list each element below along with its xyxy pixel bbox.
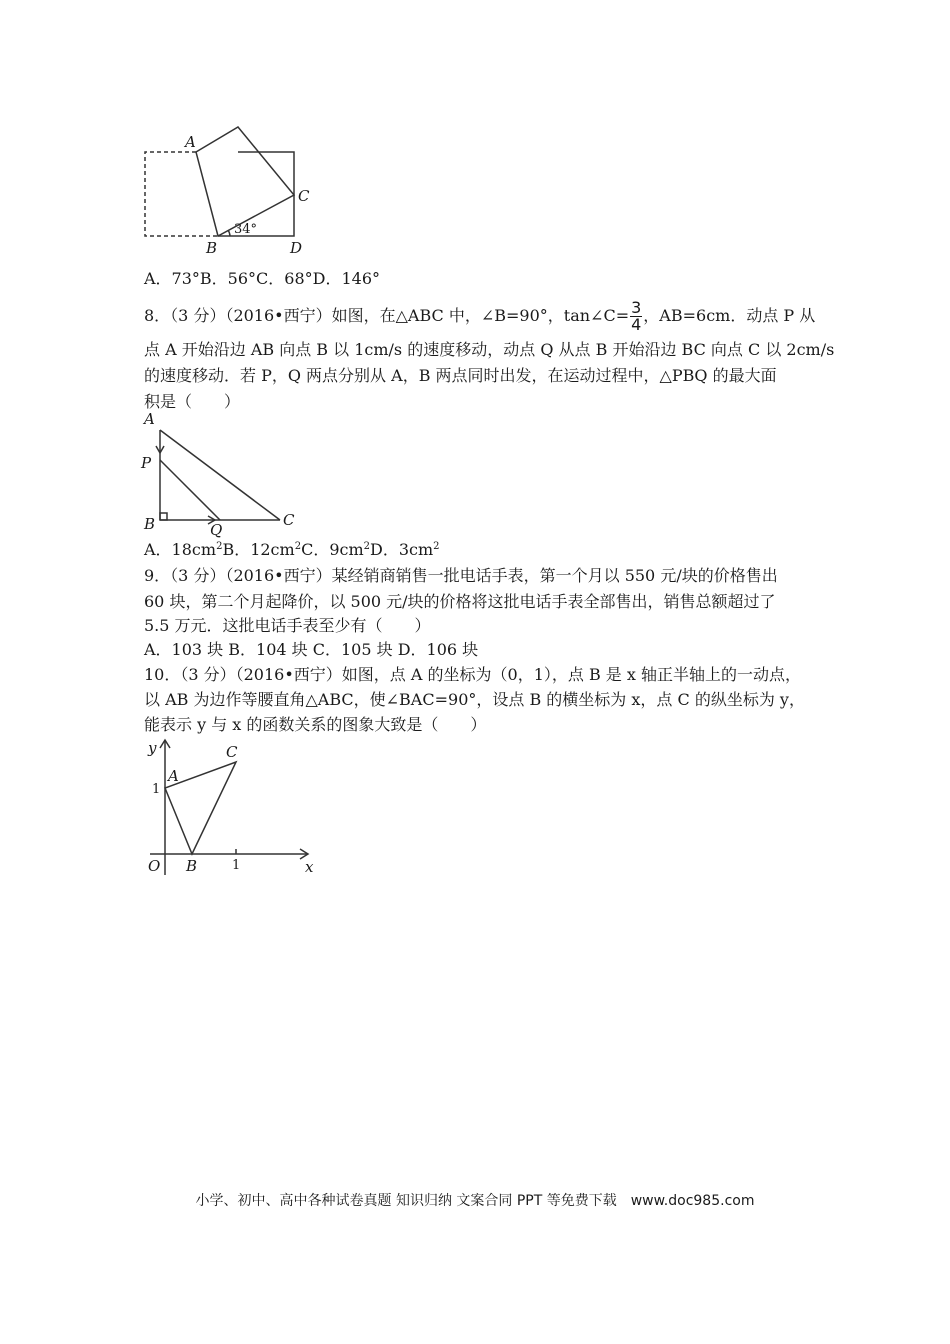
q8-line3: 的速度移动．若 P，Q 两点分别从 A，B 两点同时出发，在运动过程中，△PBQ 的最大面 (144, 366, 777, 385)
q8-options (144, 539, 440, 561)
q8-option-b: B．12cm (222, 540, 295, 559)
tan-fraction (630, 300, 642, 333)
q10-line3: 能表示 y 与 x 的函数关系的图象大致是（ ） (144, 715, 487, 734)
superscript: 2 (433, 541, 440, 552)
superscript: 2 (294, 541, 302, 552)
q8-option-a: A．18cm (144, 540, 217, 559)
q9-line1: 9．（3 分）（2016•西宁）某经销商销售一批电话手表，第一个月以 550 元/块的价格售出 (144, 566, 778, 585)
label-C: C (298, 187, 310, 205)
label-y-one: 1 (152, 782, 161, 797)
fraction-denominator: 4 (631, 315, 642, 334)
fraction-numerator: 3 (631, 298, 642, 317)
angle-label: 34° (234, 222, 258, 237)
label-P: P (141, 454, 152, 472)
q8-option-c: C．9cm (301, 540, 364, 559)
q8-line4: 积是（ ） (144, 392, 241, 411)
footer-text: 小学、初中、高中各种试卷真题 知识归纳 文案合同 PPT 等免费下载 www.doc985.com (195, 1193, 755, 1209)
label-O: O (148, 857, 161, 875)
right-angle-mark (160, 513, 167, 520)
label-Q: Q (210, 521, 223, 538)
figure-q10 (140, 735, 325, 880)
label-C: C (226, 743, 238, 761)
label-A: A (185, 133, 196, 151)
label-A: A (144, 410, 155, 428)
label-B: B (186, 857, 198, 875)
q8-line1 (144, 300, 815, 333)
superscript: 2 (363, 541, 371, 552)
q8-line1-post: ，AB=6cm．动点 P 从 (643, 306, 816, 325)
label-B: B (144, 515, 156, 533)
label-C: C (283, 511, 295, 529)
q9-line3: 5.5 万元．这批电话手表至少有（ ） (144, 616, 431, 635)
q10-line2: 以 AB 为边作等腰直角△ABC，使∠BAC=90°，设点 B 的横坐标为 x，点 C 的纵坐标为 y， (144, 690, 805, 709)
angle-arc (228, 230, 230, 236)
superscript: 2 (216, 541, 223, 552)
label-y: y (148, 739, 157, 757)
q7-options: A．73°B．56°C．68°D．146° (144, 269, 381, 288)
figure-q8 (138, 408, 308, 538)
label-A: A (168, 767, 179, 785)
folded-quadrilateral (196, 127, 294, 236)
q8-line2: 点 A 开始沿边 AB 向点 B 以 1cm/s 的速度移动，动点 Q 从点 B 开始沿边 BC 向点 C 以 2cm/s (144, 340, 835, 359)
q9-line2: 60 块，第二个月起降价，以 500 元/块的价格将这批电话手表全部售出，销售总额超过了 (144, 592, 776, 611)
q10-line1: 10．（3 分）（2016•西宁）如图，点 A 的坐标为（0，1），点 B 是 x 轴正半轴上的一动点， (144, 665, 801, 684)
label-x-one: 1 (232, 858, 241, 873)
label-D: D (290, 239, 303, 257)
side-AC (160, 430, 280, 520)
q8-option-d: D．3cm (370, 540, 434, 559)
figure-q7 (130, 115, 330, 260)
q8-line1-pre: 8．（3 分）（2016•西宁）如图，在△ABC 中，∠B=90°，tan∠C= (144, 306, 630, 325)
label-B: B (206, 239, 218, 257)
label-x: x (305, 858, 314, 876)
q9-options: A．103 块 B．104 块 C．105 块 D．106 块 (144, 640, 479, 659)
